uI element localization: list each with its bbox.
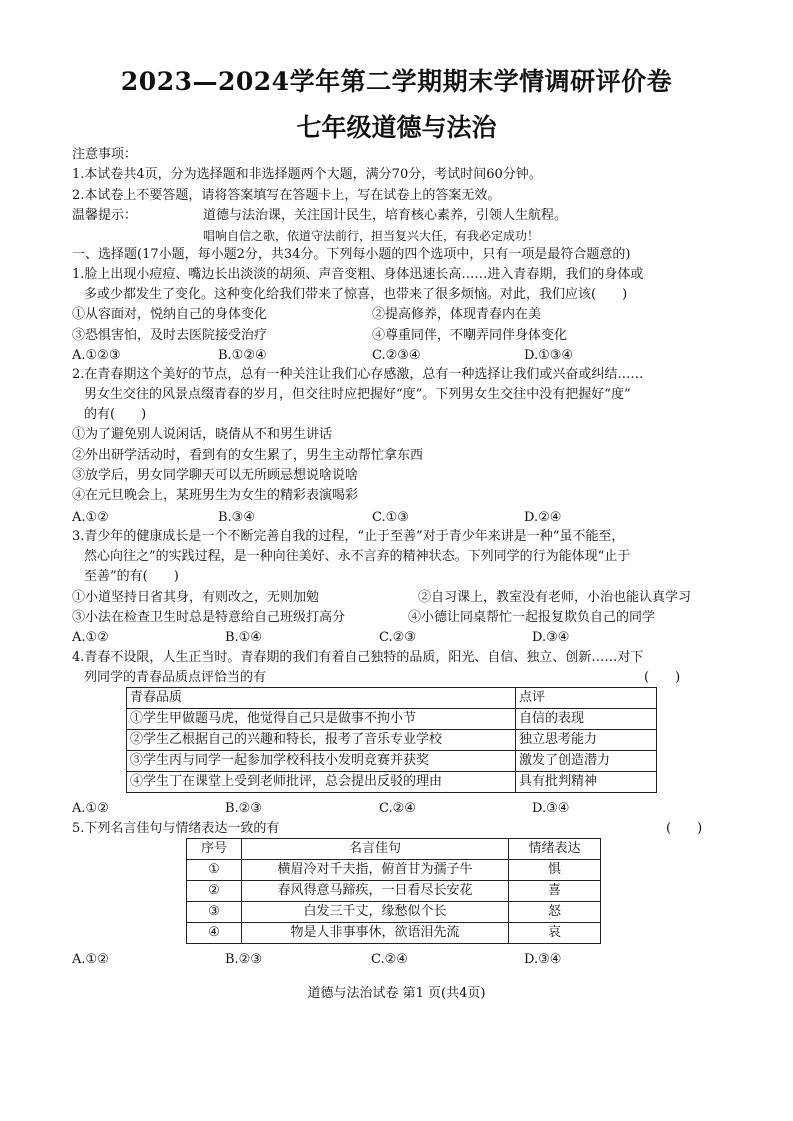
table-row [127, 751, 657, 772]
q1-statement-1: ①从容面对，悦纳自己的身体变化 [72, 307, 268, 322]
q4-table [126, 687, 657, 793]
table-header-cell: 点评 [516, 688, 657, 709]
q2-option-c: C.①③ [372, 510, 409, 525]
tip-line-1: 道德与法治课，关注国计民生，培育核心素养，引领人生航程。 [203, 208, 568, 223]
q4-stem-line: 4.青春不设限，人生正当时。青春期的我们有着自己独特的品质，阳光、自信、独立、创新……对下 [72, 650, 644, 665]
table-cell: 自信的表现 [516, 709, 657, 730]
q3-stem-line: 至善”的有( ) [84, 569, 179, 584]
q1-statement-2: ②提高修养，体现青春内在美 [372, 307, 542, 322]
notice-heading: 注意事项： [72, 147, 138, 162]
q2-statement-1: ①为了避免别人说闲话，晓倩从不和男生讲话 [72, 427, 333, 442]
table-cell: 物是人非事事休，欲语泪先流 [242, 923, 509, 944]
q4-option-c: C.②④ [379, 801, 416, 816]
table-cell: ③ [187, 902, 242, 923]
table-row [187, 923, 601, 944]
q3-option-c: C.②③ [379, 630, 416, 645]
q1-option-d: D.①③④ [524, 348, 574, 363]
q5-answer-paren: ( ) [666, 821, 703, 836]
q1-statement-4: ④尊重同伴，不嘲弄同伴身体变化 [372, 328, 568, 343]
table-cell: 春风得意马蹄疾，一日看尽长安花 [242, 881, 509, 902]
notice-item-1: 1.本试卷共4页，分为选择题和非选择题两个大题，满分70分，考试时间60分钟。 [72, 167, 542, 182]
q2-statement-4: ④在元旦晚会上，某班男生为女生的精彩表演喝彩 [72, 488, 359, 503]
q1-stem-line: 1.脸上出现小痘痘、嘴边长出淡淡的胡须、声音变粗、身体迅速长高……进入青春期，我们的身体或 [72, 267, 644, 282]
q5-stem-line: 5.下列名言佳句与情绪表达一致的有 [72, 821, 280, 836]
q3-option-d: D.③④ [532, 630, 570, 645]
table-cell: 喜 [509, 881, 601, 902]
table-cell: ①学生甲做题马虎，他觉得自己只是做事不拘小节 [127, 709, 516, 730]
q2-statement-3: ③放学后，男女同学聊天可以无所顾忌想说啥说啥 [72, 468, 359, 483]
table-header-cell: 名言佳句 [242, 839, 509, 860]
q4-option-b: B.②③ [225, 801, 262, 816]
table-header-cell: 序号 [187, 839, 242, 860]
table-row [187, 860, 601, 881]
q5-option-d: D.③④ [524, 952, 562, 967]
exam-subtitle: 七年级道德与法治 [296, 113, 497, 142]
q3-option-a: A.①② [72, 630, 109, 645]
q1-statement-3: ③恐惧害怕，及时去医院接受治疗 [72, 328, 268, 343]
q2-option-b: B.③④ [218, 510, 255, 525]
table-cell: ② [187, 881, 242, 902]
exam-title: 2023—2024学年第二学期期末学情调研评价卷 [120, 67, 673, 96]
table-cell: 独立思考能力 [516, 730, 657, 751]
table-row [127, 730, 657, 751]
table-header-row [187, 839, 601, 860]
q3-statement-3: ③小法在检查卫生时总是特意给自己班级打高分 [72, 610, 346, 625]
table-cell: ④ [187, 923, 242, 944]
q3-stem-line: 3.青少年的健康成长是一个不断完善自我的过程，“止于至善”对于青少年来讲是一种“虽不能至， [72, 529, 625, 544]
q5-option-a: A.①② [72, 952, 109, 967]
table-row [127, 772, 657, 793]
table-row [127, 709, 657, 730]
table-cell: 惧 [509, 860, 601, 881]
table-header-cell: 青春品质 [127, 688, 516, 709]
q1-option-a: A.①②③ [72, 348, 121, 363]
q4-option-a: A.①② [72, 801, 109, 816]
q4-option-d: D.③④ [532, 801, 570, 816]
table-row [187, 881, 601, 902]
q2-option-d: D.②④ [524, 510, 562, 525]
q2-statement-2: ②外出研学活动时，看到有的女生累了，男生主动帮忙拿东西 [72, 448, 424, 463]
q4-stem-line: 列同学的青春品质点评恰当的有 [84, 670, 267, 685]
q5-option-b: B.②③ [225, 952, 262, 967]
q2-stem-line: 的有( ) [84, 407, 147, 422]
q2-stem-line: 男女生交往的风景点缀青春的岁月，但交往时应把握好“度”。下列男女生交往中没有把握好“度” [84, 387, 631, 402]
q5-option-c: C.②④ [371, 952, 408, 967]
q3-option-b: B.①④ [225, 630, 262, 645]
q5-table [186, 838, 601, 944]
table-cell: 激发了创造潜力 [516, 751, 657, 772]
table-cell: 怒 [509, 902, 601, 923]
table-cell: 哀 [509, 923, 601, 944]
tip-label: 温馨提示： [72, 208, 138, 223]
table-header-row [127, 688, 657, 709]
q2-option-a: A.①② [72, 510, 109, 525]
q1-option-c: C.②③④ [372, 348, 421, 363]
table-cell: ④学生丁在课堂上受到老师批评，总会提出反驳的理由 [127, 772, 516, 793]
q3-statement-2: ②自习课上，教室没有老师，小治也能认真学习 [418, 590, 692, 605]
q3-statement-1: ①小道坚持日省其身，有则改之，无则加勉 [72, 590, 320, 605]
table-cell: 横眉冷对千夫指，俯首甘为孺子牛 [242, 860, 509, 881]
q3-statement-4: ④小德让同桌帮忙一起报复欺负自己的同学 [408, 610, 656, 625]
table-row [187, 902, 601, 923]
table-cell: 具有批判精神 [516, 772, 657, 793]
q1-option-b: B.①②④ [218, 348, 267, 363]
notice-item-2: 2.本试卷上不要答题，请将答案填写在答题卡上，写在试卷上的答案无效。 [72, 188, 501, 203]
table-header-cell: 情绪表达 [509, 839, 601, 860]
q1-stem-line: 多或少都发生了变化。这种变化给我们带来了惊喜，也带来了很多烦恼。对此，我们应该( ) [84, 287, 628, 302]
table-cell: ③学生丙与同学一起参加学校科技小发明竞赛并获奖 [127, 751, 516, 772]
tip-line-2: 唱响自信之歌，依道守法前行，担当复兴大任，有我必定成功！ [203, 229, 540, 243]
q3-stem-line: 然心向往之”的实践过程，是一种向往美好、永不言弃的精神状态。下列同学的行为能体现“止于 [84, 549, 631, 564]
section-heading: 一、选择题(17小题，每小题2分，共34分。下列每小题的四个选项中，只有一项是最符合题意的) [72, 247, 631, 262]
page-footer: 道德与法治试卷 第1 页(共4页) [307, 986, 486, 1001]
table-cell: ②学生乙根据自己的兴趣和特长，报考了音乐专业学校 [127, 730, 516, 751]
q2-stem-line: 2.在青春期这个美好的节点，总有一种关注让我们心存感激，总有一种选择让我们或兴奋或纠结…… [72, 367, 644, 382]
table-cell: 白发三千丈，缘愁似个长 [242, 902, 509, 923]
q4-answer-paren: ( ) [644, 670, 681, 685]
table-cell: ① [187, 860, 242, 881]
